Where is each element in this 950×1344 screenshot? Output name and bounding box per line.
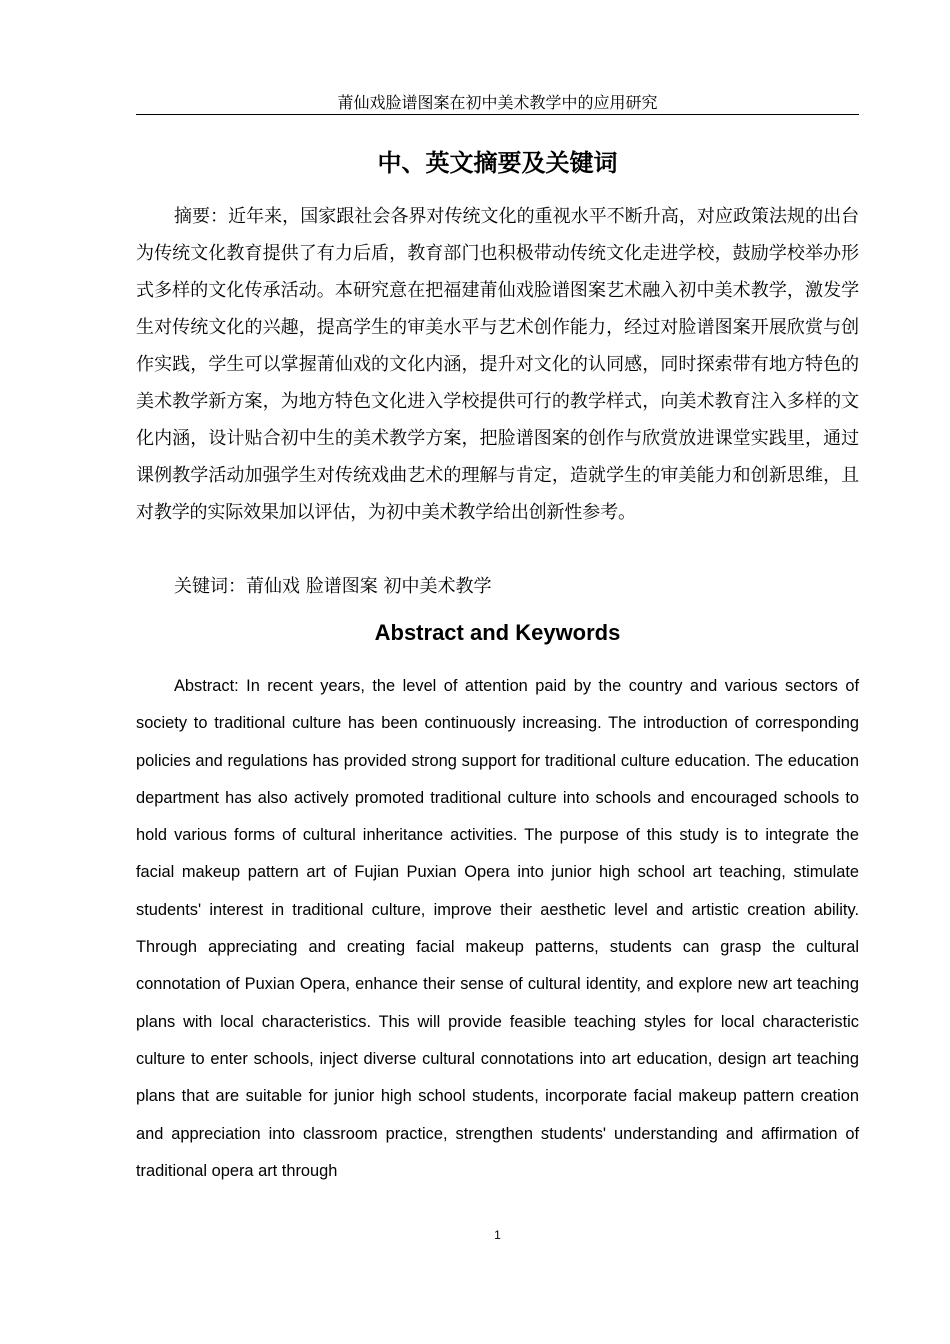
page-number: 1: [494, 1228, 501, 1242]
running-header: 莆仙戏脸谱图案在初中美术教学中的应用研究: [136, 92, 859, 115]
english-section-title: Abstract and Keywords: [374, 620, 621, 645]
chinese-section-title: 中、英文摘要及关键词: [377, 149, 618, 177]
chinese-keywords: 关键词：莆仙戏 脸谱图案 初中美术教学: [174, 576, 492, 597]
chinese-abstract-paragraph: 摘要：近年来，国家跟社会各界对传统文化的重视水平不断升高，对应政策法规的出台为传统文化教育提供了有力后盾，教育部门也积极带动传统文化走进学校，鼓励学校举办形式多样的文化传承活动。本研究意在把福建莆仙戏脸谱图案艺术融入初中美术教学，激发学生对传统文化的兴趣，提高学生的审美水平与艺术创作能力，经过对脸谱图案开展欣赏与创作实践，学生可以掌握莆仙戏的文化内涵，提升对文化的认同感，同时探索带有地方特色的美术教学新方案，为地方特色文化进入学校提供可行的教学样式，向美术教育注入多样的文化内涵，设计贴合初中生的美术教学方案，把脸谱图案的创作与欣赏放进课堂实践里，通过课例教学活动加强学生对传统戏曲艺术的理解与肯定，造就学生的审美能力和创新思维，且对教学的实际效果加以评估，为初中美术教学给出创新性参考。: [136, 206, 859, 523]
english-abstract-paragraph: Abstract: In recent years, the level of attention paid by the country and various sectors of society to traditional culture has been continuously increasing. The introduction of corresponding policies and regulations has provided strong support for traditional culture education. The education department has also actively promoted traditional culture into schools and encouraged schools to hold various forms of cultural inheritance activities. The purpose of this study is to integrate the facial makeup pattern art of Fujian Puxian Opera into junior high school art teaching, stimulate students' interest in traditional culture, improve their aesthetic level and artistic creation ability. Through appreciating and creating facial makeup patterns, students can grasp the cultural connotation of Puxian Opera, enhance their sense of cultural identity, and explore new art teaching plans with local characteristics. This will provide feasible teaching styles for local characteristic culture to enter schools, inject diverse cultural connotations into art education, design art teaching plans that are suitable for junior high school students, incorporate facial makeup pattern creation and appreciation into classroom practice, strengthen students' understanding and affirmation of traditional opera art through: [136, 677, 859, 1180]
